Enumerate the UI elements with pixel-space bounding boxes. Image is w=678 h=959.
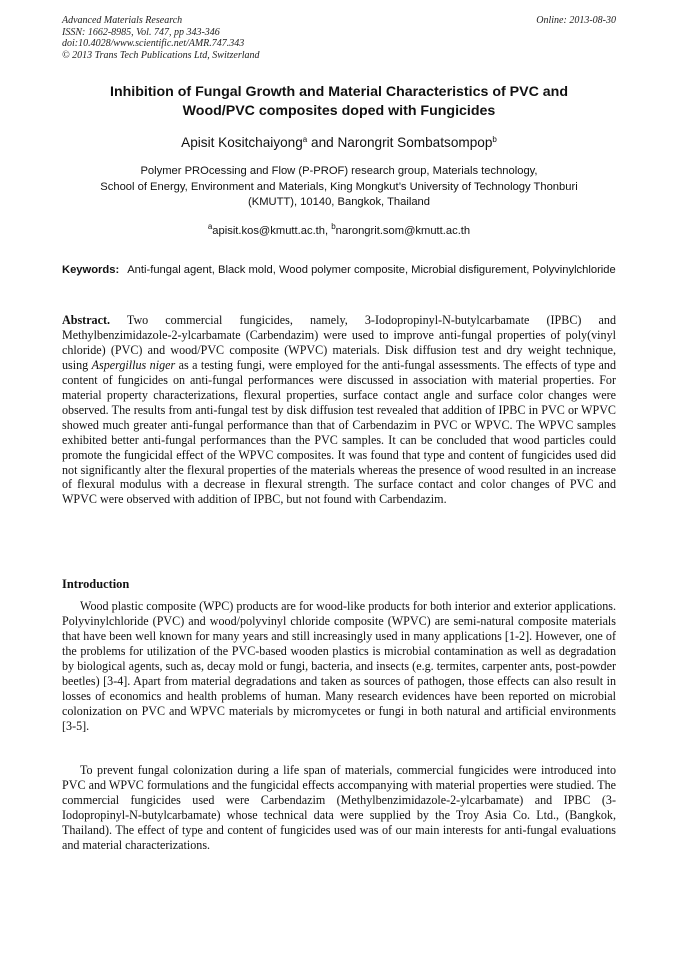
paragraph-1-text: Wood plastic composite (WPC) products are for wood-like products for both interior and exterior applications. Polyvinylchloride (PVC) and wood/polyvinyl chloride composite (WPVC) are semi-natural composite materials that have been well known for many years and still increasingly used in many applications [1-2]. However, one of the problems for utilization of the PVC-based wooden plastics is microbial contamination as well as degradation by biological agents, such as, decay mold or fungi, bacteria, and insects (e.g. termites, carpenter ants, post-powder beetles) [3-4]. Apart from material degradations and taken as sources of pathogen, those effects can also result in losses of economics and health problems of human. Many research evidences have been reported on microbial colonization on PVC and WPVC materials by micromycetes or fungi in both natural and artificial environments [3-5].	[62, 599, 616, 733]
abstract-section	[62, 313, 616, 507]
journal-name: Advanced Materials Research	[62, 15, 183, 26]
affiliation-line-2: School of Energy, Environment and Materials, King Mongkut’s University of Technology Thonburi	[100, 180, 578, 193]
abstract-text-1: Two commercial fungicides, namely, 3-Iodopropinyl-N-butylcarbamate (IPBC) and Methylbenzimidazole-2-ylcarbamate (Carbendazim) were used to improve anti-fungal properties of poly(vinyl chloride) (PVC) and wood/PVC composite (WPVC) materials. Disk diffusion test and dry weight technique, using	[62, 313, 616, 372]
author-emails	[62, 220, 616, 238]
abstract-text-2: as a testing fungi, were employed for the anti-fungal assessments. The effects of type and content of fungicides on anti-fungal performances were discussed in association with material properties. For material property characterizations, flexural properties, surface contact angle and surface color changes were observed. The results from anti-fungal test by disk diffusion test revealed that addition of IPBC in PVC or WPVC showed much greater anti-fungal performance than that of Carbendazim in PVC or WPVC. The WPVC samples exhibited better anti-fungal performances than the PVC samples. It can be concluded that wood particles could promote the fungicidal effect of the WPVC composites. It was found that type and content of fungicides used did not significantly alter the flexural properties of the materials whereas the presence of wood resulted in an increase of flexural modulus with a decrease in flexural strength. The surface contact and color changes of PVC and WPVC were observed with addition of IPBC, but not found with Carbendazim.	[62, 357, 616, 507]
email-2-marker: b	[331, 222, 336, 231]
introduction-paragraph-1	[62, 599, 616, 734]
author-separator: and	[307, 135, 338, 150]
author-2: Narongrit Sombatsompop	[337, 135, 493, 150]
doi-line: doi:10.4028/www.scientific.net/AMR.747.343	[62, 38, 245, 50]
paragraph-2-text: To prevent fungal colonization during a life span of materials, commercial fungicides were introduced into PVC and WPVC formulations and the fungicidal effects accompanying with material properties were studied. The commercial fungicides used were Carbendazim (Methylbenzimidazole-2-ylcarbamate) and IPBC (3-Iodopropinyl-N-butylcarbamate) whose technical data were supplied by the Troy Asia Co. Ltd., (Bangkok, Thailand). The effect of type and content of fungicides used was of our main interests for anti-fungal evaluations and material characterizations.	[62, 763, 616, 852]
online-date: Online: 2013-08-30	[536, 15, 616, 26]
affiliation	[62, 164, 616, 211]
title-line-2: Wood/PVC composites doped with Fungicides	[182, 102, 496, 119]
issn-line: ISSN: 1662-8985, Vol. 747, pp 343-346	[62, 26, 220, 38]
author-1-marker: a	[302, 135, 308, 144]
affiliation-line-3: (KMUTT), 10140, Bangkok, Thailand	[248, 196, 430, 209]
author-1: Apisit Kositchaiyong	[181, 135, 303, 150]
introduction-paragraph-2	[62, 763, 616, 853]
author-list	[62, 131, 616, 152]
abstract-label: Abstract.	[62, 313, 111, 327]
email-2: narongrit.som@kmutt.ac.th	[335, 225, 471, 237]
keywords-text: Anti-fungal agent, Black mold, Wood polymer composite, Microbial disfigurement, Polyvinylchloride	[127, 264, 616, 276]
introduction-heading: Introduction	[62, 577, 130, 591]
title-line-1: Inhibition of Fungal Growth and Material Characteristics of PVC and	[110, 84, 568, 100]
affiliation-line-1: Polymer PROcessing and Flow (P-PROF) research group, Materials technology,	[140, 165, 538, 177]
email-1-marker: a	[207, 222, 213, 231]
publication-info	[62, 15, 616, 61]
keywords-label: Keywords:	[62, 264, 120, 276]
email-1: apisit.kos@kmutt.ac.th,	[212, 225, 332, 237]
keywords-section	[62, 263, 616, 278]
copyright-line: © 2013 Trans Tech Publications Ltd, Switzerland	[62, 49, 260, 61]
species-name: Aspergillus niger	[91, 357, 176, 372]
author-2-marker: b	[492, 135, 497, 144]
paper-title	[62, 83, 616, 120]
